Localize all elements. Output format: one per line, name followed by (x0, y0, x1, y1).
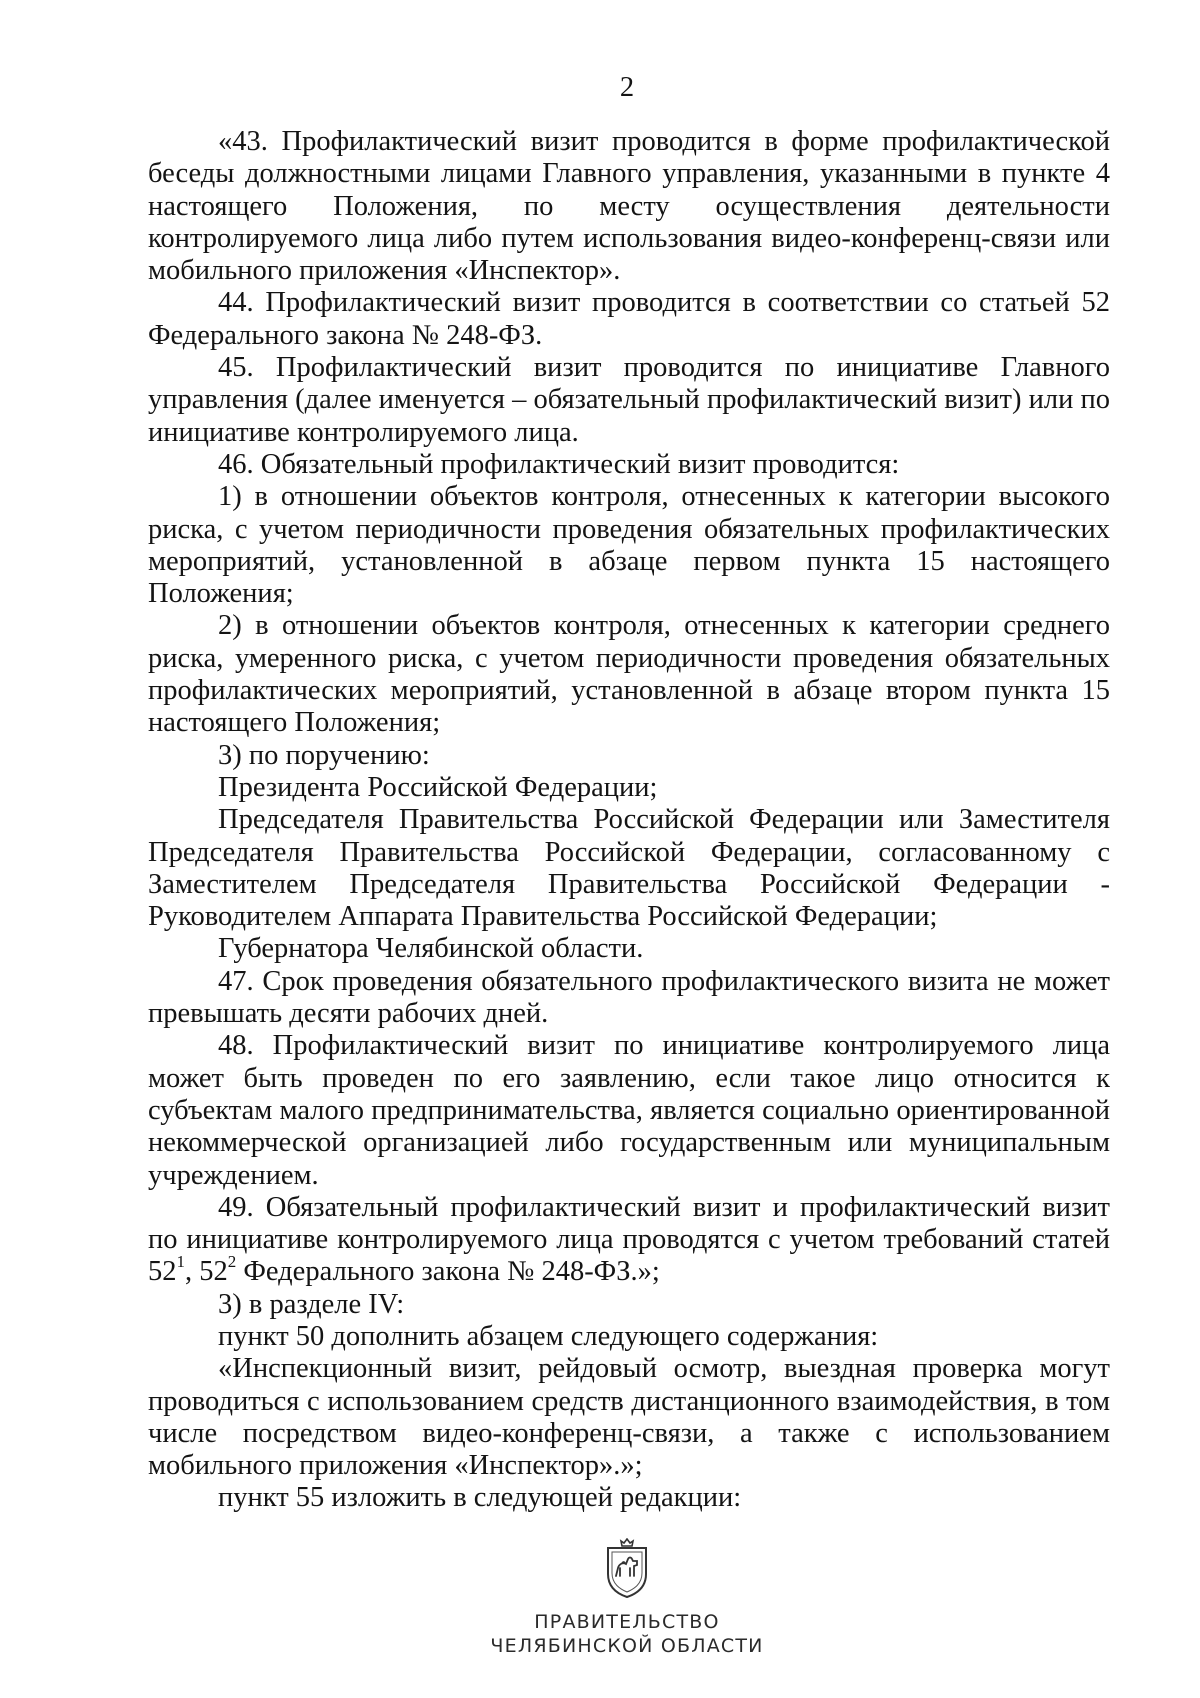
list-subitem-chairman: Председателя Правительства Российской Федерации или Заместителя Председателя Правительства Российской Федерации, согласованному с Заместителем Председателя Правительства Российской Федерации - Руководителем Аппарата Правительства Российской Федерации; (148, 804, 1110, 933)
paragraph-47: 47. Срок проведения обязательного профилактического визита не может превышать десяти рабочих дней. (148, 965, 1110, 1030)
page-number: 2 (619, 72, 635, 103)
point-50-amendment: пункт 50 дополнить абзацем следующего содержания: (218, 1320, 879, 1352)
point-55-amendment: пункт 55 изложить в следующей редакции: (218, 1482, 742, 1514)
list-item-3: 3) по поручению: (218, 739, 430, 771)
list-subitem-governor: Губернатора Челябинской области. (218, 933, 644, 965)
point-50-new-text: «Инспекционный визит, рейдовый осмотр, выездная проверка могут проводиться с использованием средств дистанционного взаимодействия, в том числе посредством видео-конференц-связи, а также с использованием мобильного приложения «Инспектор».»; (148, 1353, 1110, 1482)
list-subitem-president: Президента Российской Федерации; (218, 771, 658, 803)
org-name-line-1: ПРАВИТЕЛЬСТВО (534, 1611, 720, 1633)
superscript-1: 1 (176, 1252, 185, 1272)
paragraph-48: 48. Профилактический визит по инициативе контролируемого лица может быть проведен по его заявлению, если такое лицо относится к субъектам малого предпринимательства, является социально ориентированной некоммерческой организацией либо государственным или муниципальным учреждением. (148, 1030, 1110, 1191)
paragraph-46: 46. Обязательный профилактический визит проводится: (218, 448, 900, 480)
paragraph-43: «43. Профилактический визит проводится в форме профилактической беседы должностными лицами Главного управления, указанными в пункте 4 настоящего Положения, по месту осуществления деятельности контролируемого лица либо путем использования видео-конференц-связи или мобильного приложения «Инспектор». (148, 126, 1110, 287)
list-item-1: 1) в отношении объектов контроля, отнесенных к категории высокого риска, с учетом периодичности проведения обязательных профилактических мероприятий, установленной в абзаце первом пункта 15 настоящего Положения; (148, 481, 1110, 610)
paragraph-49-mid: , 52 (185, 1256, 228, 1288)
footer (0, 1538, 1200, 1658)
paragraph-49 (148, 1192, 1110, 1289)
list-item-2: 2) в отношении объектов контроля, отнесенных к категории среднего риска, умеренного риска, с учетом периодичности проведения обязательных профилактических мероприятий, установленной в абзаце втором пункта 15 настоящего Положения; (148, 610, 1110, 739)
paragraph-44: 44. Профилактический визит проводится в соответствии со статьей 52 Федерального закона № 248-ФЗ. (148, 287, 1110, 351)
org-name-line-2: ЧЕЛЯБИНСКОЙ ОБЛАСТИ (490, 1635, 764, 1657)
chelyabinsk-coat-of-arms-icon (604, 1538, 650, 1598)
paragraph-45: 45. Профилактический визит проводится по инициативе Главного управления (далее именуется – обязательный профилактический визит) или по инициативе контролируемого лица. (148, 352, 1110, 448)
document-body (148, 126, 1110, 1515)
superscript-2: 2 (227, 1252, 237, 1272)
paragraph-49-main: 49. Обязательный профилактический визит и профилактический визит по инициативе контролируемого лица проводятся с учетом требований статей 52 (148, 1191, 1110, 1288)
paragraph-49-end: Федерального закона № 248-ФЗ.»; (236, 1256, 660, 1288)
section-iv-item: 3) в разделе IV: (218, 1288, 405, 1320)
